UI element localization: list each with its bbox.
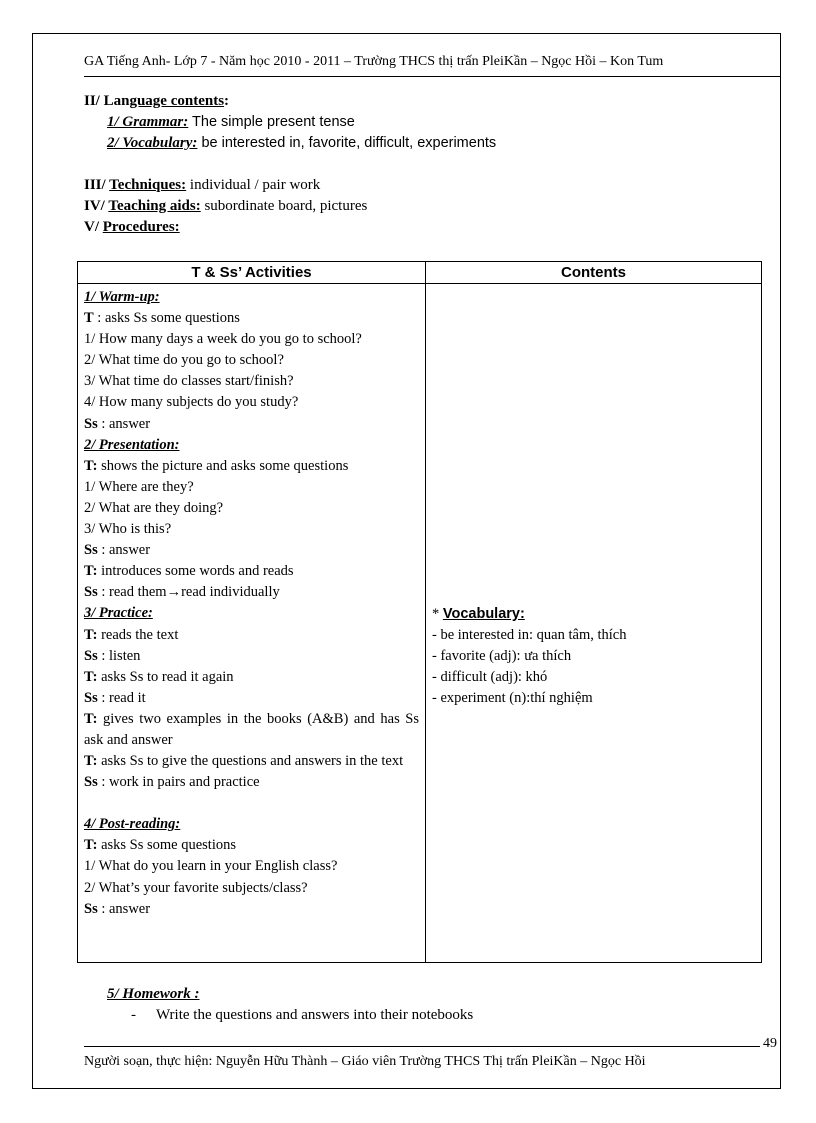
- students-label: Ss: [84, 900, 98, 917]
- teaching-aids-line: [84, 198, 367, 215]
- warmup-title: 1/ Warm-up:: [84, 289, 160, 305]
- vocabulary-heading: [432, 604, 626, 625]
- practice-line: [84, 772, 419, 793]
- vocabulary-line: [107, 135, 496, 152]
- activities-cell: [78, 284, 426, 963]
- practice-title: 3/ Practice:: [84, 605, 153, 622]
- presentation-title: 2/ Presentation:: [84, 436, 180, 453]
- activity-text: reads the text: [97, 626, 179, 643]
- role-label: Ss: [84, 689, 98, 706]
- activity-text: : work in pairs and practice: [97, 774, 260, 791]
- practice-line: [84, 625, 419, 646]
- post-reading-students-line: [84, 899, 419, 920]
- homework-text: Write the questions and answers into their notebooks: [156, 1007, 474, 1023]
- activity-text: asks Ss to give the questions and answers in the text: [97, 753, 404, 770]
- warmup-students-line: [84, 414, 419, 435]
- presentation-question: 1/ Where are they?: [84, 478, 194, 495]
- role-label: T:: [84, 626, 98, 643]
- post-reading-question: 1/ What do you learn in your English class?: [84, 858, 338, 875]
- contents-cell: [426, 284, 762, 963]
- homework-item: [131, 1007, 473, 1024]
- activity-text: : answer: [97, 415, 151, 432]
- activities-header: T & Ss’ Activities: [78, 262, 426, 284]
- techniques-prefix: III/: [84, 177, 110, 193]
- role-label: T:: [84, 668, 98, 685]
- activity-text: asks Ss some questions: [97, 837, 237, 854]
- page-header: GA Tiếng Anh- Lớp 7 - Năm học 2010 - 2011 – Trường THCS thị trấn PleiKần – Ngọc Hồi – Kon Tum: [84, 54, 664, 69]
- students-label: Ss: [84, 415, 98, 432]
- vocabulary-item: - experiment (n):thí nghiệm: [432, 690, 593, 706]
- section-title-rest: guage contents: [129, 93, 225, 109]
- techniques-value: individual / pair work: [186, 177, 321, 193]
- vocabulary-label: 2/ Vocabulary:: [107, 135, 198, 151]
- grammar-label: 1/ Grammar:: [107, 114, 189, 130]
- techniques-label: Techniques:: [109, 177, 187, 193]
- warmup-question: 1/ How many days a week do you go to school?: [84, 331, 362, 348]
- warmup-question: 2/ What time do you go to school?: [84, 352, 284, 369]
- students-label: Ss: [84, 542, 98, 559]
- vocabulary-item: - favorite (adj): ưa thích: [432, 648, 572, 664]
- vocabulary-item: - be interested in: quan tâm, thích: [432, 627, 627, 643]
- teaching-aids-label: Teaching aids:: [108, 198, 201, 214]
- post-reading-title: 4/ Post-reading:: [84, 816, 181, 833]
- activity-text: : read them→read individually: [97, 584, 280, 601]
- role-label: T:: [84, 753, 98, 770]
- activity-text: : answer: [97, 542, 151, 559]
- table-body-row: [78, 284, 762, 963]
- procedures-prefix: V/: [84, 219, 103, 235]
- warmup-teacher-line: [84, 308, 419, 329]
- activity-text: : asks Ss some questions: [93, 310, 240, 327]
- vocabulary-item: - difficult (adj): khó: [432, 669, 548, 685]
- table-header-row: [78, 262, 762, 284]
- blank-line: [84, 793, 419, 814]
- students-label: Ss: [84, 584, 98, 601]
- presentation-question: 3/ Who is this?: [84, 521, 172, 538]
- vocabulary-block: [432, 604, 626, 709]
- activity-text: : answer: [97, 900, 151, 917]
- language-contents-heading: [84, 93, 229, 110]
- presentation-students-line-2: [84, 582, 419, 603]
- procedures-table: [77, 261, 762, 963]
- vocabulary-title: Vocabulary:: [442, 606, 525, 622]
- grammar-value: The simple present tense: [188, 114, 355, 130]
- teaching-aids-value: subordinate board, pictures: [200, 198, 368, 214]
- practice-line: [84, 667, 419, 688]
- section-title-prefix: II/ Lan: [84, 93, 130, 109]
- presentation-students-line: [84, 540, 419, 561]
- teacher-label: T:: [84, 563, 98, 580]
- procedures-line: [84, 219, 180, 236]
- contents-header: Contents: [426, 262, 762, 284]
- page-footer: Người soạn, thực hiện: Nguyễn Hữu Thành – Giáo viên Trường THCS Thị trấn PleiKần – Ngọc Hồi: [84, 1054, 646, 1069]
- post-reading-teacher-line: [84, 835, 419, 856]
- teacher-label: T:: [84, 457, 98, 474]
- teaching-aids-prefix: IV/: [84, 198, 109, 214]
- header-rule: [84, 76, 780, 77]
- grammar-line: [107, 114, 355, 131]
- practice-line: [84, 688, 419, 709]
- presentation-teacher-line-2: [84, 561, 419, 582]
- activity-text: asks Ss to read it again: [97, 668, 234, 685]
- role-label: Ss: [84, 774, 98, 791]
- bullet-star: *: [432, 606, 443, 622]
- techniques-line: [84, 177, 320, 194]
- practice-line: [84, 709, 419, 751]
- vocabulary-value: be interested in, favorite, difficult, experiments: [197, 135, 497, 151]
- list-dash: -: [131, 1007, 136, 1023]
- activity-text: introduces some words and reads: [97, 563, 294, 580]
- section-title-colon: :: [224, 93, 230, 109]
- homework-title-text: 5/ Homework :: [107, 986, 200, 1002]
- footer-rule: [84, 1046, 760, 1047]
- activity-text: : listen: [97, 647, 141, 664]
- activity-text: gives two examples in the books (A&B) and has Ss ask and answer: [84, 710, 419, 748]
- presentation-question: 2/ What are they doing?: [84, 499, 224, 516]
- homework-title: [107, 986, 200, 1003]
- post-reading-question: 2/ What’s your favorite subjects/class?: [84, 879, 308, 896]
- teacher-label: T: [84, 310, 94, 327]
- practice-line: [84, 751, 419, 772]
- procedures-label: Procedures:: [102, 219, 180, 235]
- activity-text: shows the picture and asks some questions: [97, 457, 349, 474]
- teacher-label: T:: [84, 837, 98, 854]
- role-label: T:: [84, 710, 98, 727]
- practice-line: [84, 646, 419, 667]
- page-number: 49: [763, 1036, 777, 1051]
- warmup-question: 3/ What time do classes start/finish?: [84, 373, 294, 390]
- activity-text: : read it: [97, 689, 146, 706]
- role-label: Ss: [84, 647, 98, 664]
- presentation-teacher-line: [84, 456, 419, 477]
- warmup-question: 4/ How many subjects do you study?: [84, 394, 299, 411]
